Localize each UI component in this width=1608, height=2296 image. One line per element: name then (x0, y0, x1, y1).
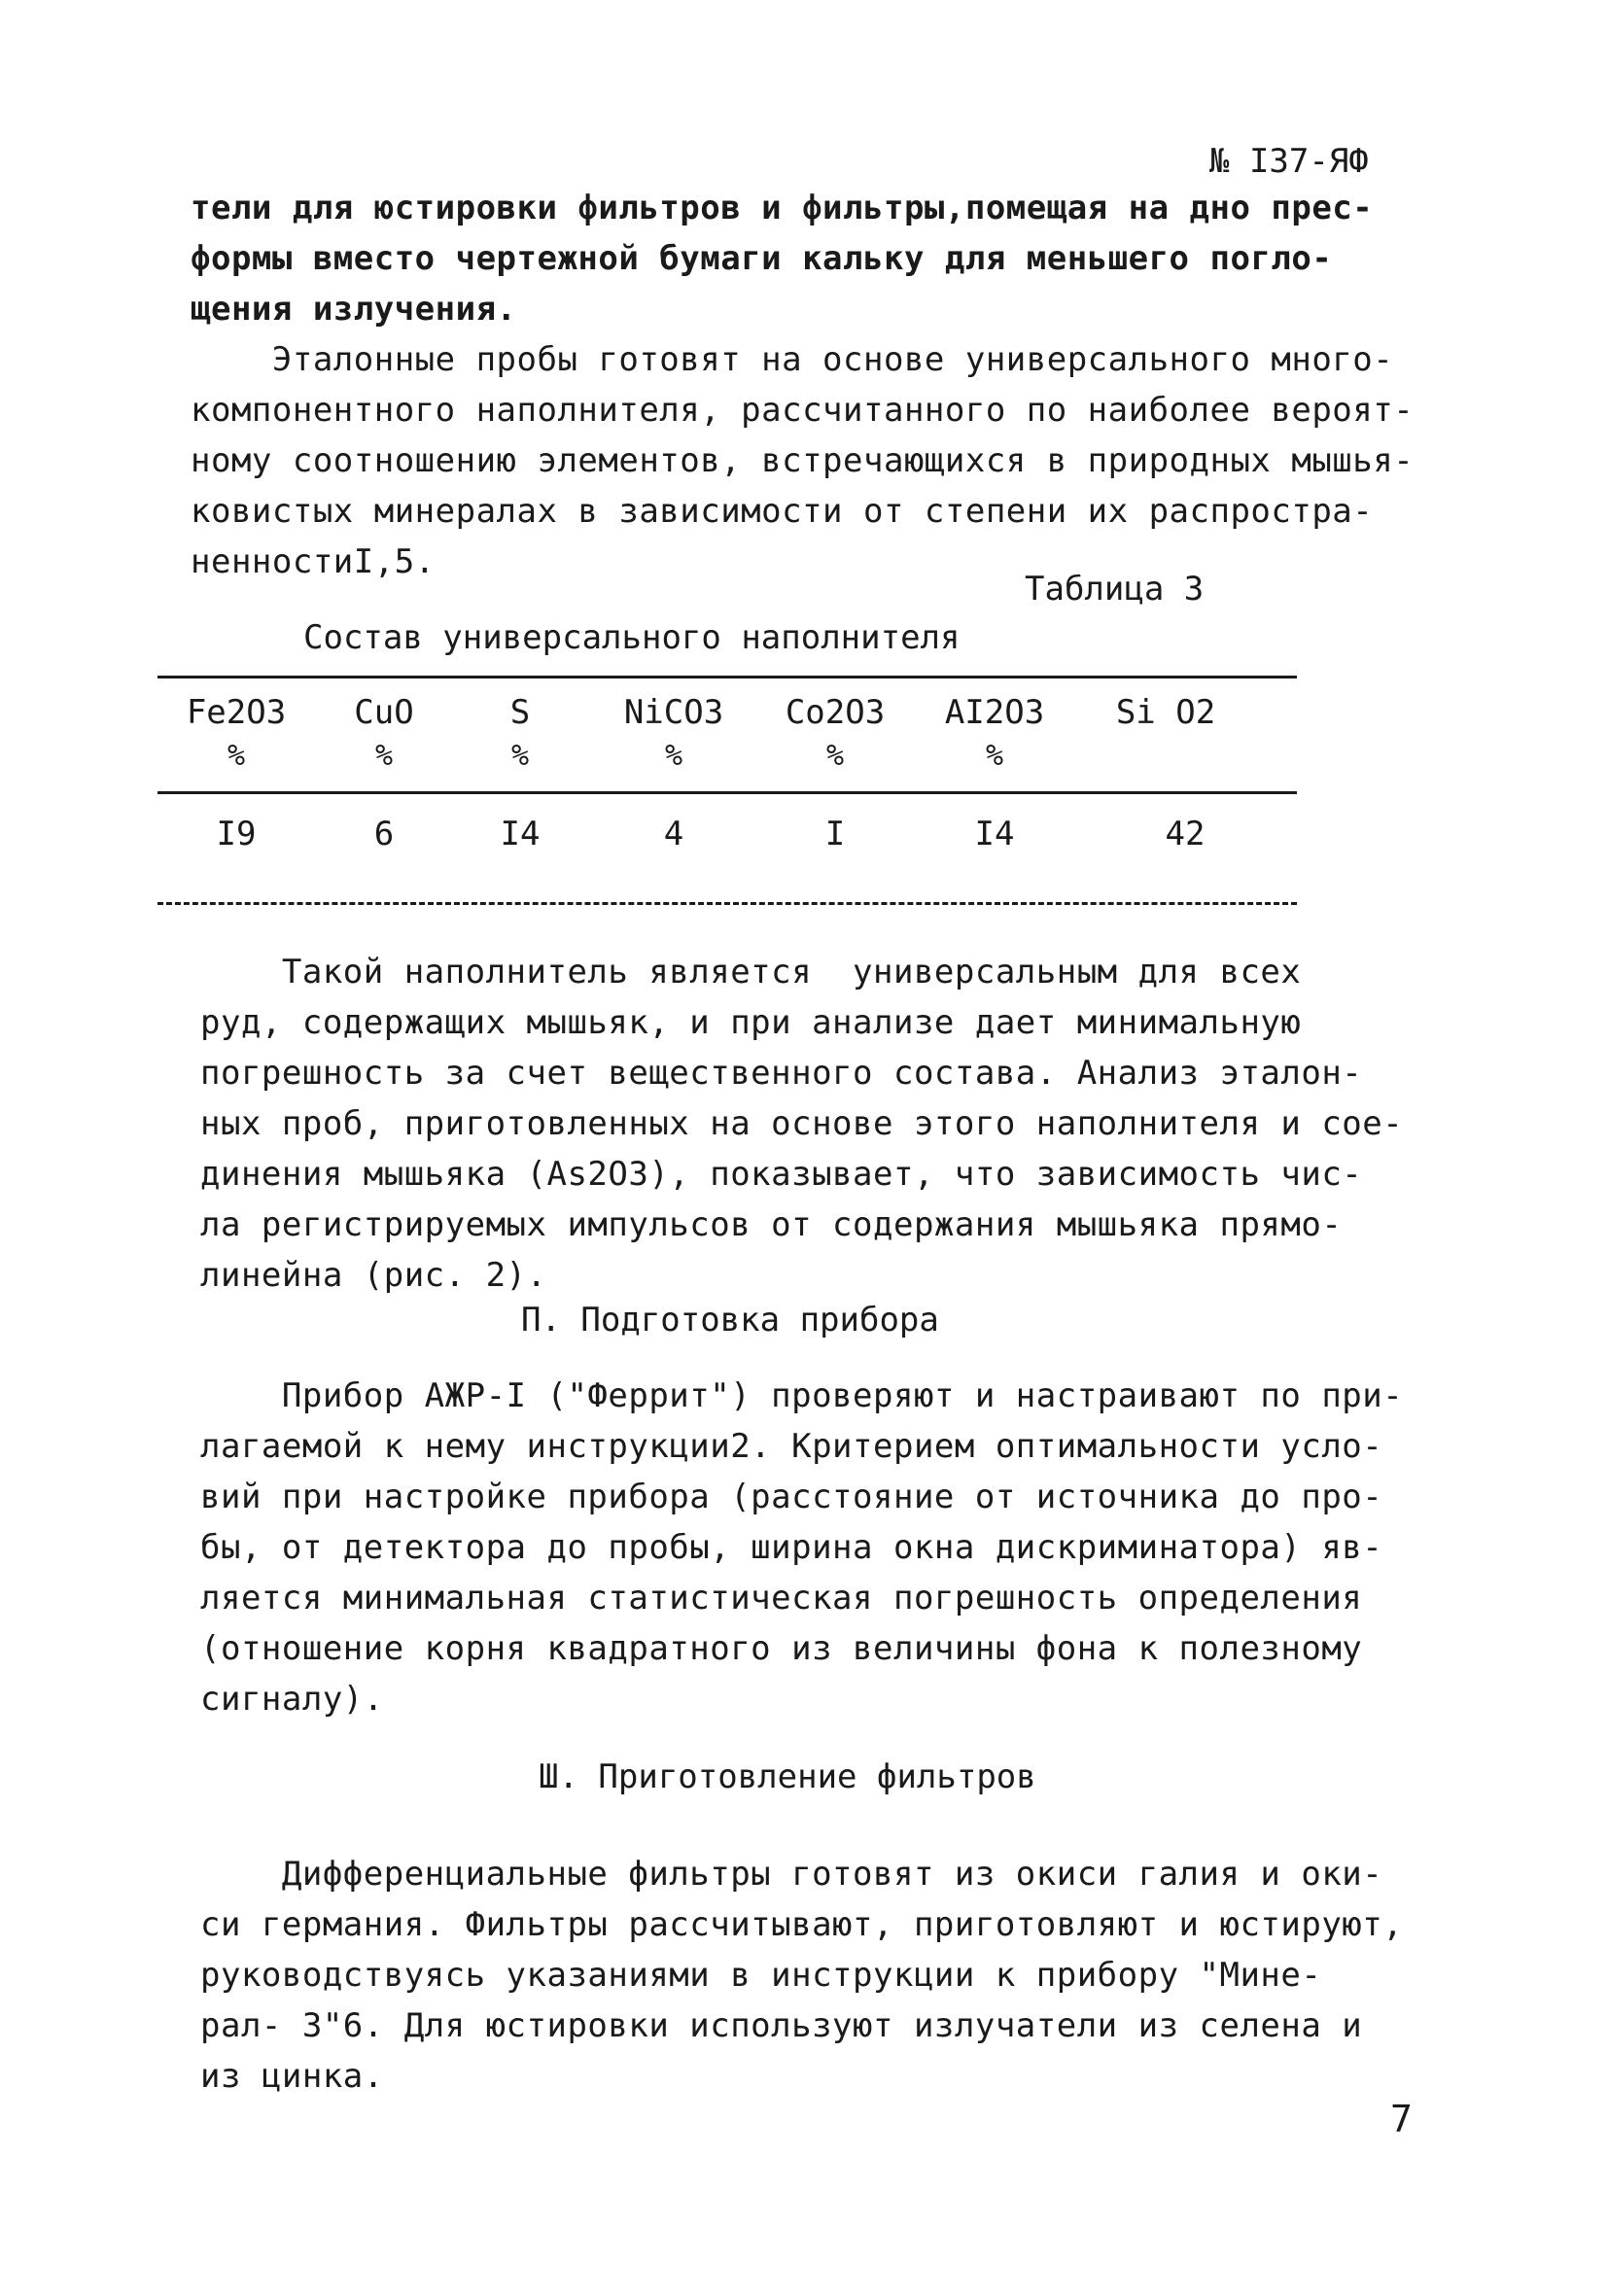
table-label: Таблица 3 (1025, 570, 1205, 609)
column-header-al2o3: AI2O3 (944, 693, 1045, 732)
column-header-nico3: NiCO3 (623, 693, 724, 732)
column-header-cuo: CuO (354, 693, 414, 732)
column-value-nico3: 4 (663, 815, 684, 853)
column-value-cuo: 6 (373, 815, 395, 853)
column-header-fe2o3: Fe2O3 (186, 693, 287, 732)
table-top-rule (157, 676, 1297, 678)
column-unit-co2o3: % (825, 739, 845, 773)
column-value-s: I4 (500, 815, 541, 853)
column-unit-al2o3: % (985, 739, 1004, 773)
column-header-s: S (509, 693, 531, 732)
column-unit-fe2o3: % (227, 739, 246, 773)
section-heading-filter-preparation: Ш. Приготовление фильтров (539, 1757, 1036, 1796)
column-unit-cuo: % (374, 739, 394, 773)
column-header-sio2: Si O2 (1115, 693, 1216, 732)
paragraph-differential-filters: Дифференциальные фильтры готовят из окиси галия и оки- си германия. Фильтры рассчитывают, приготовляют и юстируют, руководствуясь указаниями в инструкции к прибору "Мине- рал- 3"6. Для юстировки используют излучатели из селена и из цинка. (200, 1855, 1404, 2096)
column-value-fe2o3: I9 (216, 815, 257, 853)
paragraph-filler-universal: Такой наполнитель является универсальным для всех руд, содержащих мышьяк, и при анализе дает минимальную погрешность за счет вещественного состава. Анализ эталон- ных проб, приготовленных на основе этого наполнителя и сое- динения мышьяка (As2O3), показывает, что зависимость чис- ла регистрируемых импульсов от содержания мышьяка прямо- линейна (рис. 2). (200, 953, 1404, 1295)
paragraph-filters-calibration: тели для юстировки фильтров и фильтры,помещая на дно прес- формы вместо чертежной бумаги кальку для меньшего погло- щения излучения. (191, 189, 1374, 329)
section-heading-instrument-preparation: П. Подготовка прибора (521, 1301, 939, 1339)
composition-table (157, 671, 1297, 918)
table-title: Состав универсального наполнителя (303, 618, 961, 657)
document-number: № I37-ЯФ (1209, 142, 1369, 181)
paragraph-reference-samples: Эталонные пробы готовят на основе универсального много- компонентного наполнителя, рассчитанного по наиболее вероят- ному соотношению элементов, встречающихся в природных мышья- ковистых минералах в зависимости от степени их распростра- ненностиI,5. (191, 340, 1415, 581)
column-value-sio2: 42 (1165, 815, 1206, 853)
column-value-al2o3: I4 (974, 815, 1015, 853)
table-bottom-rule (157, 902, 1297, 905)
column-header-co2o3: Co2O3 (785, 693, 886, 732)
column-unit-nico3: % (664, 739, 683, 773)
table-header-rule (157, 791, 1297, 794)
column-value-co2o3: I (824, 815, 846, 853)
column-unit-s: % (510, 739, 530, 773)
page-number: 7 (1390, 2098, 1413, 2140)
paragraph-instrument-setup: Прибор АЖР-I ("Феррит") проверяют и настраивают по при- лагаемой к нему инструкции2. Критерием оптимальности усло- вий при настройке прибора (расстояние от источника до про- бы, от детектора до пробы, ширина окна дискриминатора) яв- ляется минимальная статистическая погрешность определения (отношение корня квадратного из величины фона к полезному сигналу). (200, 1376, 1404, 1719)
